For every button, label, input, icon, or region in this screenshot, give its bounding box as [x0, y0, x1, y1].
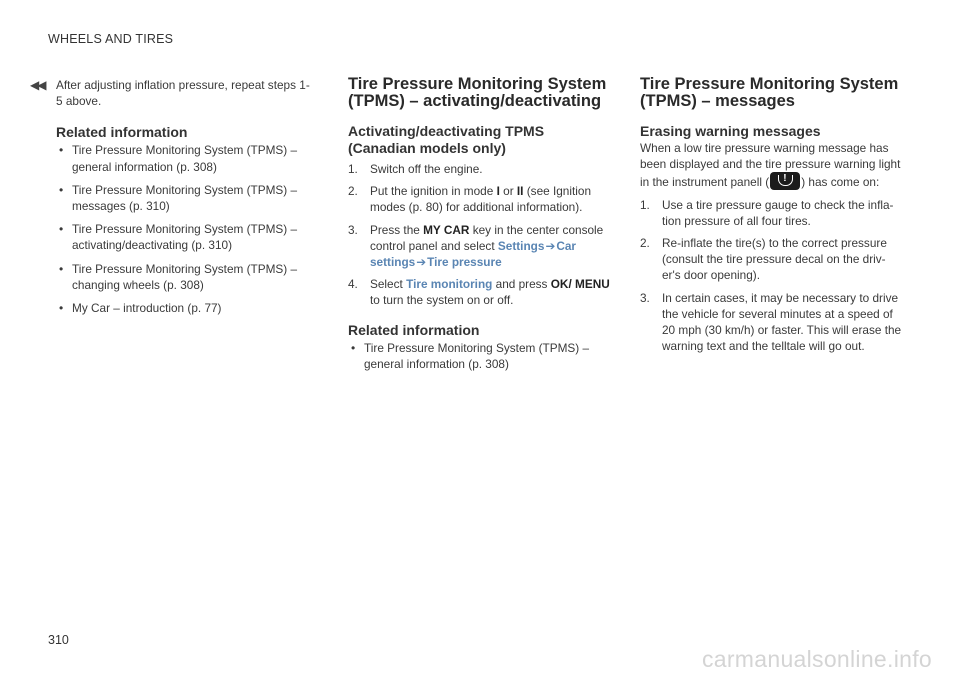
related-list [56, 142, 314, 316]
step-item [348, 161, 614, 177]
step-text: Press the [370, 222, 424, 237]
step-text: Use a tire pressure gauge to check the infla- tion pressure of all four tires. [662, 197, 894, 228]
step-item [348, 276, 614, 308]
step-text: In certain cases, it may be necessary to drive the vehicle for several minutes at a speed of 20 mph (30 km/h) or faster. This will erase the warning text and the telltale will go out. [662, 290, 902, 354]
step-item [640, 197, 902, 229]
related-link[interactable]: • Tire Pressure Monitoring System (TPMS) – general information (p. 308) [56, 142, 314, 174]
column-left [56, 77, 314, 323]
steps-list [348, 161, 614, 309]
tire-pressure-warning-icon [770, 172, 800, 190]
related-heading: Related information [56, 124, 188, 141]
ignition-mode: II [516, 184, 524, 199]
steps-list [640, 197, 902, 355]
key-name: OK/ MENU [550, 277, 610, 292]
page-number: 310 [48, 633, 69, 647]
continued-icon: ◀◀ [30, 78, 45, 92]
related-heading: Related information [348, 321, 480, 338]
ignition-mode: I [496, 184, 500, 199]
intro-text-part: ) has come on: [801, 175, 880, 190]
column-right [640, 76, 902, 360]
step-item [348, 222, 614, 271]
subheading: Activating/deactivating TPMS (Canadian models only) [348, 123, 545, 156]
step-text: Re-inflate the tire(s) to the correct pressure (consult the tire pressure decal on the driv- er's door opening). [662, 236, 887, 283]
related-link[interactable]: • My Car – introduction (p. 77) [56, 300, 314, 316]
related-link[interactable]: • Tire Pressure Monitoring System (TPMS) – messages (p. 310) [56, 182, 314, 214]
related-link[interactable]: • Tire Pressure Monitoring System (TPMS) – activating/deactivating (p. 310) [56, 221, 314, 253]
menu-item-tire-monitoring: Tire monitoring [406, 277, 493, 292]
related-link[interactable]: • Tire Pressure Monitoring System (TPMS) – changing wheels (p. 308) [56, 261, 314, 293]
step-number: 2. [640, 236, 650, 251]
subheading: Erasing warning messages [640, 123, 821, 139]
section-header: WHEELS AND TIRES [48, 32, 174, 46]
step-text: Put the ignition in mode [370, 184, 497, 199]
step-number: 1. [640, 197, 650, 212]
step-item [640, 235, 902, 284]
intro-text [640, 140, 902, 191]
step-text: Switch off the engine. [370, 162, 483, 176]
section-title: Tire Pressure Monitoring System (TPMS) – messages [640, 75, 899, 110]
step-number: 4. [348, 277, 358, 292]
step-text: to turn the system on or off. [370, 293, 514, 308]
step-number: 2. [348, 184, 358, 199]
step-number: 3. [348, 222, 358, 237]
step-text: Select [370, 277, 407, 292]
menu-path-tire-pressure: Tire pressure [427, 255, 502, 270]
intro-text: After adjusting inflation pressure, repeat steps 1-5 above. [56, 78, 310, 109]
section-title: Tire Pressure Monitoring System (TPMS) – activating/deactivating [348, 75, 607, 110]
step-text: or [499, 184, 517, 199]
column-middle [348, 76, 614, 379]
step-item [640, 290, 902, 355]
step-text: key in the center console control panel and select [370, 222, 604, 253]
arrow-right-icon: ➔ [545, 238, 556, 253]
step-number: 1. [348, 162, 358, 176]
watermark: carmanualsonline.info [701, 646, 932, 672]
related-list [348, 340, 614, 372]
step-number: 3. [640, 290, 650, 305]
arrow-right-icon: ➔ [416, 255, 427, 270]
step-item [348, 183, 614, 215]
step-text[interactable]: (see Ignition modes (p. 80) for additional information). [370, 184, 592, 215]
intro-text-part: When a low tire pressure warning message has been displayed and the tire pressure warning light in the instrument panell ( [640, 141, 901, 190]
menu-path-settings: Settings [497, 238, 545, 253]
step-text: and press [492, 277, 551, 292]
key-name: MY CAR [423, 222, 470, 237]
related-link[interactable]: • Tire Pressure Monitoring System (TPMS) – general information (p. 308) [348, 340, 614, 372]
menu-path-car-settings: Car settings [370, 238, 576, 270]
